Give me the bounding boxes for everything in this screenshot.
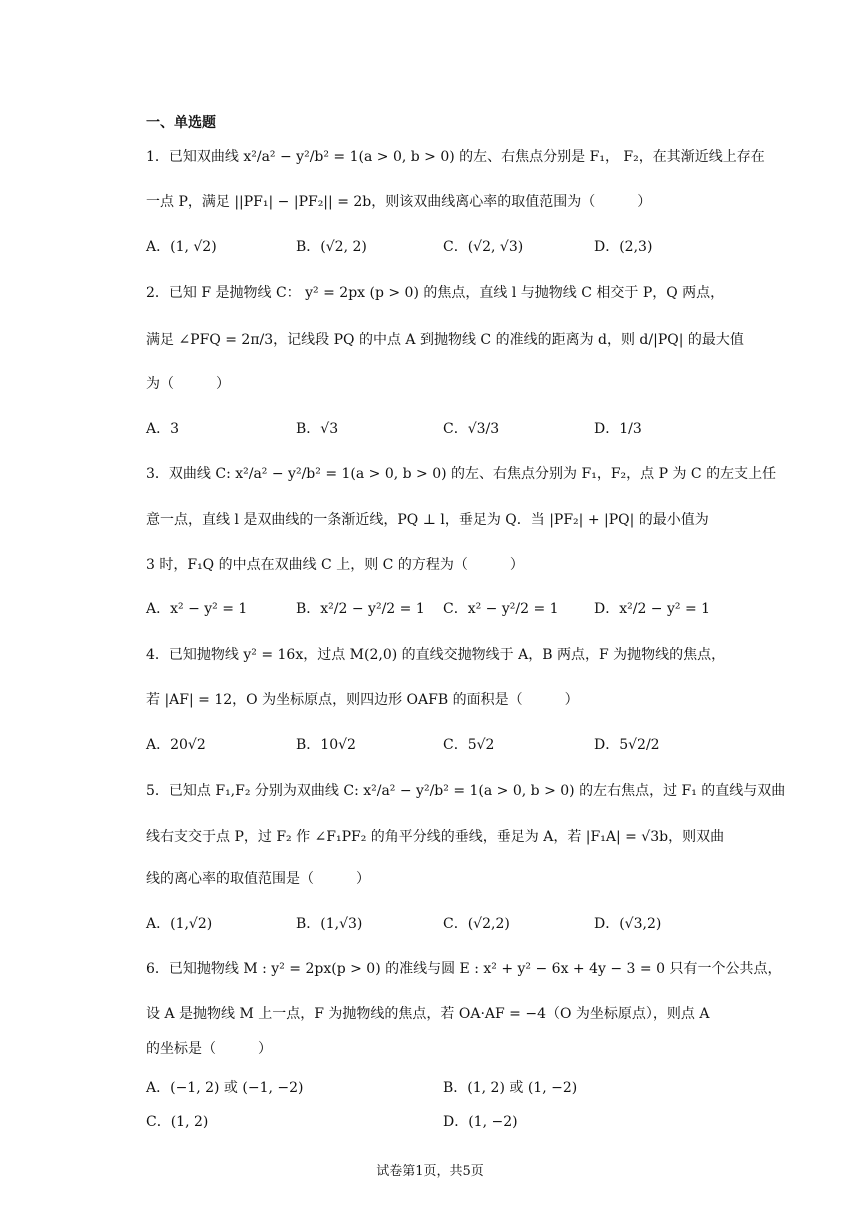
q3-option-d: D．x²/2 − y² = 1 [594, 601, 711, 617]
q6-option-d: D．(1, −2) [443, 1114, 518, 1130]
q5-line-1: 5．已知点 F₁,F₂ 分别为双曲线 C: x²/a² − y²/b² = 1(a > 0, b > 0) 的左右焦点，过 F₁ 的直线与双曲 [146, 783, 786, 799]
q6-option-a: A．(−1, 2) 或 (−1, −2) [146, 1080, 304, 1096]
q3-line-3: 3 时，F₁Q 的中点在双曲线 C 上，则 C 的方程为（ ） [146, 557, 524, 573]
q4-option-b: B．10√2 [296, 737, 356, 753]
q2-line-3: 为（ ） [146, 376, 230, 392]
q2-option-d: D．1/3 [594, 421, 642, 437]
q1-option-c: C．(√2, √3) [443, 239, 524, 255]
q1-option-b: B．(√2, 2) [296, 239, 367, 255]
q4-option-d: D．5√2/2 [594, 737, 660, 753]
q5-option-b: B．(1,√3) [296, 916, 363, 932]
q2-line-1: 2．已知 F 是抛物线 C： y² = 2px (p > 0) 的焦点，直线 l 与抛物线 C 相交于 P，Q 两点， [146, 285, 725, 301]
page-footer: 试卷第1页，共5页 [376, 1164, 484, 1179]
q6-option-b: B．(1, 2) 或 (1, −2) [443, 1080, 578, 1096]
q3-line-2: 意一点，直线 l 是双曲线的一条渐近线，PQ ⊥ l，垂足为 Q．当 |PF₂| + |PQ| 的最小值为 [146, 512, 709, 528]
q4-option-c: C．5√2 [443, 737, 495, 753]
q6-option-c: C．(1, 2) [146, 1114, 209, 1130]
q1-option-d: D．(2,3) [594, 239, 653, 255]
q6-line-2: 设 A 是抛物线 M 上一点，F 为抛物线的焦点，若 OA·AF = −4（O 为坐标原点），则点 A [146, 1006, 710, 1022]
q3-option-b: B．x²/2 − y²/2 = 1 [296, 601, 425, 617]
q1-option-a: A．(1, √2) [146, 239, 217, 255]
q5-line-2: 线右支交于点 P，过 F₂ 作 ∠F₁PF₂ 的角平分线的垂线，垂足为 A，若 |F₁A| = √3b，则双曲 [146, 829, 725, 845]
q2-option-b: B．√3 [296, 421, 339, 437]
q5-option-a: A．(1,√2) [146, 916, 213, 932]
q5-option-c: C．(√2,2) [443, 916, 510, 932]
q4-option-a: A．20√2 [146, 737, 206, 753]
q6-line-1: 6．已知抛物线 M : y² = 2px(p > 0) 的准线与圆 E : x² + y² − 6x + 4y − 3 = 0 只有一个公共点， [146, 961, 782, 977]
q1-line-1: 1．已知双曲线 x²/a² − y²/b² = 1(a > 0, b > 0) 的左、右焦点分别是 F₁， F₂，在其渐近线上存在 [146, 149, 765, 165]
q6-line-3: 的坐标是（ ） [146, 1041, 272, 1057]
q4-line-2: 若 |AF| = 12，O 为坐标原点，则四边形 OAFB 的面积是（ ） [146, 692, 579, 708]
q2-option-a: A．3 [146, 421, 180, 437]
q2-option-c: C．√3/3 [443, 421, 500, 437]
q5-option-d: D．(√3,2) [594, 916, 662, 932]
q3-option-a: A．x² − y² = 1 [146, 601, 248, 617]
q4-line-1: 4．已知抛物线 y² = 16x，过点 M(2,0) 的直线交抛物线于 A，B 两点，F 为抛物线的焦点， [146, 647, 726, 663]
q3-option-c: C．x² − y²/2 = 1 [443, 601, 559, 617]
q3-line-1: 3．双曲线 C: x²/a² − y²/b² = 1(a > 0, b > 0) 的左、右焦点分别为 F₁，F₂，点 P 为 C 的左支上任 [146, 466, 777, 482]
q5-line-3: 线的离心率的取值范围是（ ） [146, 871, 370, 887]
q1-line-2: 一点 P，满足 ||PF₁| − |PF₂|| = 2b，则该双曲线离心率的取值范围为（ ） [146, 194, 652, 210]
section-title: 一、单选题 [146, 115, 216, 131]
q2-line-2: 满足 ∠PFQ = 2π/3，记线段 PQ 的中点 A 到抛物线 C 的准线的距离为 d，则 d/|PQ| 的最大值 [146, 332, 744, 348]
